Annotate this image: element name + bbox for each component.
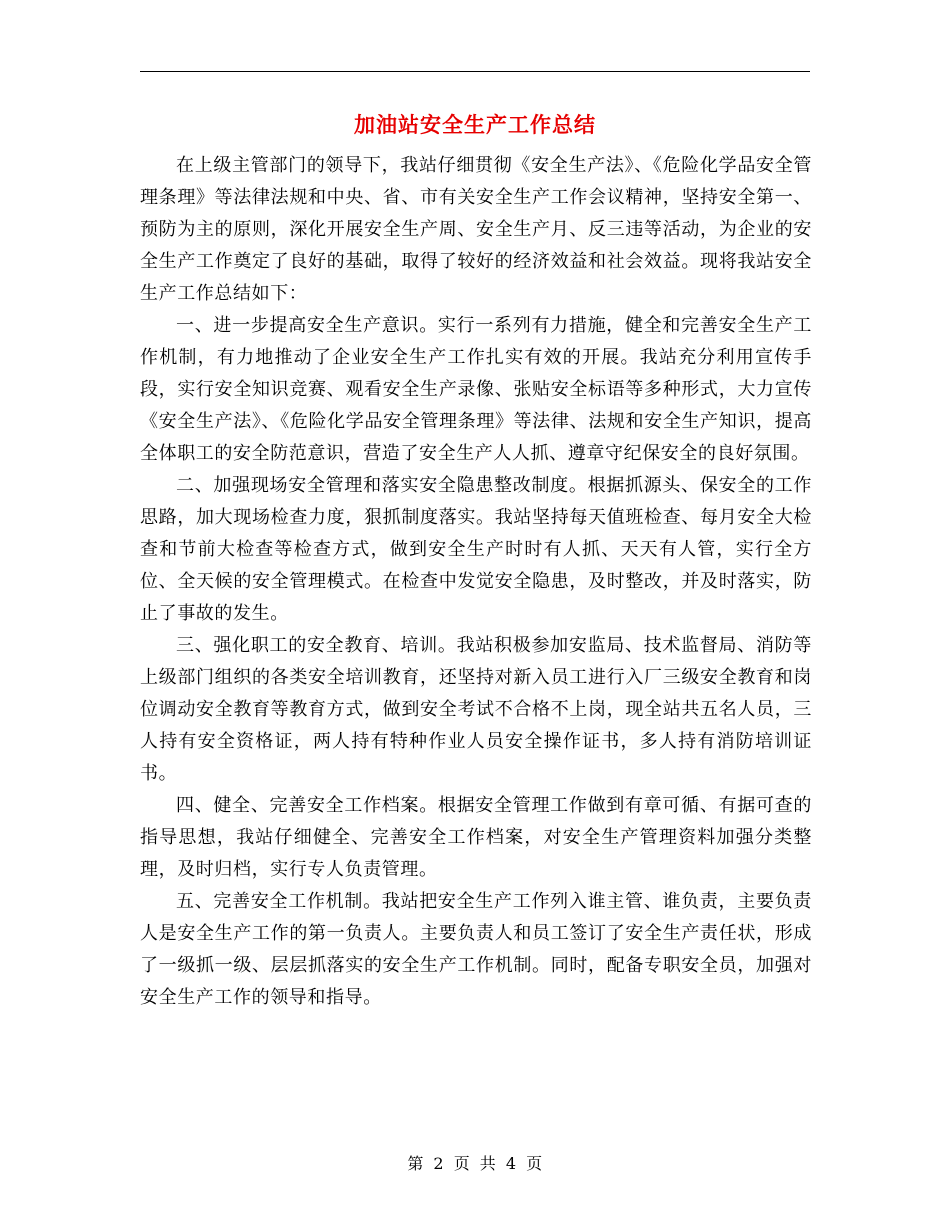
paragraph-intro: 在上级主管部门的领导下，我站仔细贯彻《安全生产法》、《危险化学品安全管理条理》等法律法规和中央、省、市有关安全生产工作会议精神，坚持安全第一、预防为主的原则，深化开展安全生产周、安全生产月、反三违等活动，为企业的安全生产工作奠定了良好的基础，取得了较好的经济效益和社会效益。现将我站安全生产工作总结如下： [140, 155, 812, 304]
document-title: 加油站安全生产工作总结 [354, 112, 596, 137]
header-rule [140, 71, 810, 72]
paragraph-section-4: 四、健全、完善安全工作档案。根据安全管理工作做到有章可循、有据可查的指导思想，我站仔细健全、完善安全工作档案，对安全生产管理资料加强分类整理，及时归档，实行专人负责管理。 [140, 795, 812, 880]
document-body [140, 150, 812, 1014]
paragraph-section-1: 一、进一步提高安全生产意识。实行一系列有力措施，健全和完善安全生产工作机制，有力地推动了企业安全生产工作扎实有效的开展。我站充分利用宣传手段，实行安全知识竞赛、观看安全生产录像、张贴安全标语等多种形式，大力宣传《安全生产法》、《危险化学品安全管理条理》等法律、法规和安全生产知识，提高全体职工的安全防范意识，营造了安全生产人人抓、遵章守纪保安全的良好氛围。 [140, 315, 812, 464]
page-number: 第 2 页 共 4 页 [407, 1154, 543, 1173]
paragraph-section-2: 二、加强现场安全管理和落实安全隐患整改制度。根据抓源头、保安全的工作思路，加大现场检查力度，狠抓制度落实。我站坚持每天值班检查、每月安全大检查和节前大检查等检查方式，做到安全生产时时有人抓、天天有人管，实行全方位、全天候的安全管理模式。在检查中发觉安全隐患，及时整改，并及时落实，防止了事故的发生。 [140, 475, 812, 624]
paragraph-section-3: 三、强化职工的安全教育、培训。我站积极参加安监局、技术监督局、消防等上级部门组织的各类安全培训教育，还坚持对新入员工进行入厂三级安全教育和岗位调动安全教育等教育方式，做到安全考试不合格不上岗，现全站共五名人员，三人持有安全资格证，两人持有特种作业人员安全操作证书，多人持有消防培训证书。 [140, 635, 812, 784]
paragraph-section-5: 五、完善安全工作机制。我站把安全生产工作列入谁主管、谁负责，主要负责人是安全生产工作的第一负责人。主要负责人和员工签订了安全生产责任状，形成了一级抓一级、层层抓落实的安全生产工作机制。同时，配备专职安全员，加强对安全生产工作的领导和指导。 [140, 891, 812, 1008]
